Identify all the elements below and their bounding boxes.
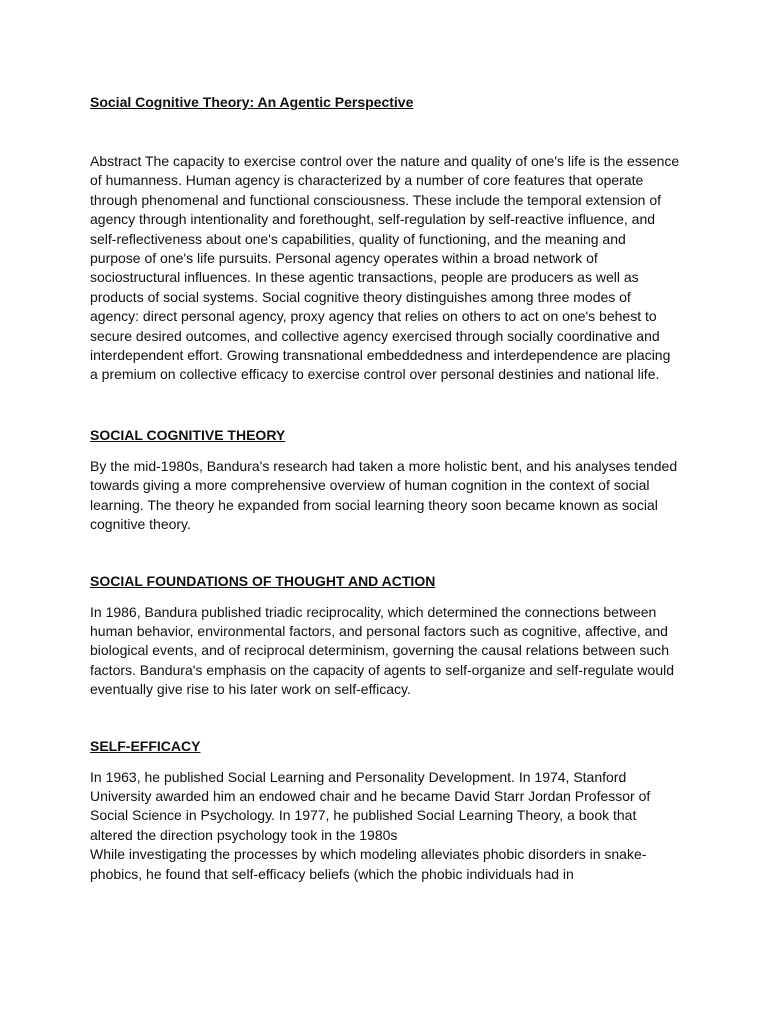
section-paragraph: By the mid-1980s, Bandura's research had taken a more holistic bent, and his analyses tended towards giving a more comprehensive overview of human cognition in the context of social learning. The theory he expanded from social learning theory soon became known as social cognitive theory. (90, 457, 678, 533)
section-body (90, 603, 680, 700)
section-heading: SELF-EFFICACY (90, 737, 201, 754)
section-social-foundations (90, 571, 680, 700)
document-title: Social Cognitive Theory: An Agentic Perspective (90, 94, 414, 110)
section-paragraph: While investigating the processes by which modeling alleviates phobic disorders in snake-phobics, he found that self-efficacy beliefs (which the phobic individuals had in (90, 846, 647, 882)
section-heading: SOCIAL FOUNDATIONS OF THOUGHT AND ACTION (90, 572, 436, 589)
document-body (90, 92, 680, 884)
section-paragraph: In 1986, Bandura published triadic reciprocality, which determined the connections between human behavior, environmental factors, and personal factors such as cognitive, affective, and biological events, and of reciprocal determinism, governing the causal relations between such factors. Bandura's emphasis on the capacity of agents to self-organize and self-regulate would eventually give rise to his later work on self-efficacy. (90, 603, 675, 698)
section-heading: SOCIAL COGNITIVE THEORY (90, 426, 286, 443)
section-social-cognitive-theory (90, 425, 680, 535)
section-paragraph: In 1963, he published Social Learning and Personality Development. In 1974, Stanford University awarded him an endowed chair and he became David Starr Jordan Professor of Social Science in Psychology. In 1977, he published Social Learning Theory, a book that altered the direction psychology took in the 1980s (90, 768, 651, 843)
section-self-efficacy (90, 736, 680, 884)
section-body (90, 768, 680, 884)
section-body (90, 457, 680, 535)
abstract-paragraph: Abstract The capacity to exercise control over the nature and quality of one's life is the essence of humanness. Human agency is characterized by a number of core features that operate through phenomenal and functional consciousness. These include the temporal extension of agency through intentionality and forethought, self-regulation by self-reactive influence, and self-reflectiveness about one's capabilities, quality of functioning, and the meaning and purpose of one's life pursuits. Personal agency operates within a broad network of sociostructural influences. In these agentic transactions, people are producers as well as products of social systems. Social cognitive theory distinguishes among three modes of agency: direct personal agency, proxy agency that relies on others to act on one's behest to secure desired outcomes, and collective agency exercised through socially coordinative and interdependent effort. Growing transnational embeddedness and interdependence are placing a premium on collective efficacy to exercise control over personal destinies and national life. (90, 153, 680, 383)
